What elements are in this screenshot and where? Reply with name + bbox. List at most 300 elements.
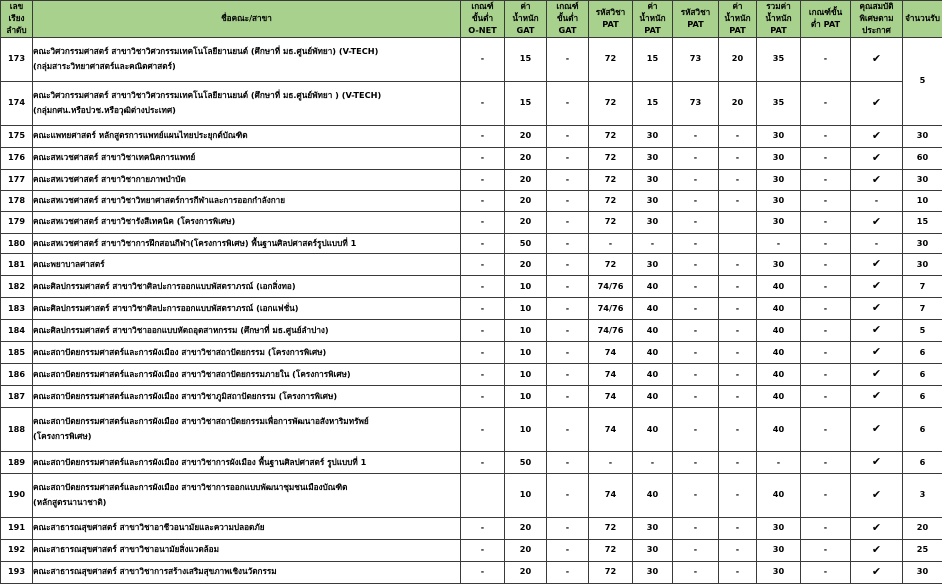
- column-header-wpat1: [633, 1, 673, 38]
- seats-count-cell: 7: [903, 276, 942, 298]
- program-name-cell: [33, 147, 461, 169]
- pat-weight-2-cell: -: [719, 342, 757, 364]
- checkmark-icon: ✔: [871, 487, 882, 501]
- seats-count-cell: 5: [903, 320, 942, 342]
- pat-minimum-cell: -: [801, 386, 851, 408]
- pat-total-weight-cell: 40: [757, 298, 801, 320]
- pat-total-weight-cell: 30: [757, 254, 801, 276]
- gat-minimum-cell: -: [547, 37, 589, 81]
- pat-weight-2-cell: -: [719, 169, 757, 191]
- onet-minimum-cell: -: [461, 81, 505, 125]
- pat-code-1-cell: 74: [589, 342, 633, 364]
- column-header-line: ค่า: [732, 1, 743, 11]
- pat-total-weight-cell: 40: [757, 276, 801, 298]
- gat-minimum-cell: -: [547, 364, 589, 386]
- pat-code-2-cell: -: [673, 169, 719, 191]
- pat-total-weight-cell: 30: [757, 191, 801, 211]
- column-header-qual: [851, 1, 903, 38]
- column-header-line: ต่ำ PAT: [810, 18, 841, 29]
- table-row: [1, 81, 942, 125]
- row-order-number: 189: [1, 451, 33, 473]
- column-header-wgat: [505, 1, 547, 38]
- pat-weight-1-cell: -: [633, 233, 673, 253]
- seats-count-cell: 20: [903, 517, 942, 539]
- column-header-line: รหัสวิชา: [680, 6, 711, 17]
- pat-code-1-cell: 74/76: [589, 320, 633, 342]
- pat-minimum-cell: -: [801, 539, 851, 561]
- column-header-line: ขั้นต่ำ: [471, 12, 494, 23]
- program-name-line1: คณะวิศวกรรมศาสตร์ สาขาวิชาวิศวกรรมเทคโนโลยียานยนต์ (ศึกษาที่ มธ.ศูนย์พัทยา ) (V-TECH): [33, 89, 382, 100]
- program-name-cell: [33, 517, 461, 539]
- gat-minimum-cell: -: [547, 386, 589, 408]
- program-name-line1: คณะสถาปัตยกรรมศาสตร์และการผังเมือง สาขาวิชาสถาปัตยกรรมเพื่อการพัฒนาอสังหาริมทรัพย์: [33, 416, 369, 427]
- pat-weight-1-cell: 30: [633, 125, 673, 147]
- checkmark-icon: ✔: [871, 323, 882, 337]
- pat-minimum-cell: -: [801, 517, 851, 539]
- pat-weight-2-cell: [719, 233, 757, 253]
- program-name-line2: (หลักสูตรนานาชาติ): [33, 496, 107, 507]
- column-header-totpat: [757, 1, 801, 38]
- column-header-order: [1, 1, 33, 38]
- program-name-cell: [33, 211, 461, 233]
- onet-minimum-cell: [461, 473, 505, 517]
- pat-code-2-cell: -: [673, 451, 719, 473]
- gat-weight-cell: 20: [505, 169, 547, 191]
- row-order-number: 179: [1, 211, 33, 233]
- pat-code-1-cell: 72: [589, 147, 633, 169]
- pat-code-2-cell: -: [673, 386, 719, 408]
- program-name-cell: [33, 81, 461, 125]
- program-name-line1: คณะพยาบาลศาสตร์: [33, 258, 105, 269]
- checkmark-icon: ✔: [871, 150, 882, 164]
- checkmark-icon: ✔: [871, 422, 882, 436]
- pat-total-weight-cell: 30: [757, 517, 801, 539]
- special-qualification-cell: [851, 37, 903, 81]
- onet-minimum-cell: -: [461, 211, 505, 233]
- column-header-line: PAT: [687, 18, 704, 29]
- pat-total-weight-cell: -: [757, 451, 801, 473]
- table-row: [1, 233, 942, 253]
- pat-total-weight-cell: 40: [757, 473, 801, 517]
- pat-code-2-cell: -: [673, 276, 719, 298]
- special-qualification-cell: [851, 81, 903, 125]
- program-name-cell: [33, 561, 461, 583]
- special-qualification-cell: [851, 364, 903, 386]
- gat-weight-cell: 10: [505, 386, 547, 408]
- row-order-number: 177: [1, 169, 33, 191]
- row-order-number: 192: [1, 539, 33, 561]
- special-qualification-cell: [851, 254, 903, 276]
- checkmark-icon: ✔: [871, 389, 882, 403]
- special-qualification-cell: [851, 276, 903, 298]
- gat-weight-cell: 20: [505, 254, 547, 276]
- gat-minimum-cell: -: [547, 408, 589, 452]
- pat-weight-2-cell: -: [719, 276, 757, 298]
- pat-weight-2-cell: -: [719, 539, 757, 561]
- pat-weight-2-cell: -: [719, 254, 757, 276]
- onet-minimum-cell: -: [461, 169, 505, 191]
- pat-total-weight-cell: 30: [757, 147, 801, 169]
- pat-weight-1-cell: 30: [633, 517, 673, 539]
- seats-count-cell: 5: [903, 37, 942, 125]
- column-header-line: PAT: [602, 18, 619, 29]
- pat-weight-1-cell: 15: [633, 37, 673, 81]
- pat-code-2-cell: -: [673, 320, 719, 342]
- pat-minimum-cell: -: [801, 191, 851, 211]
- pat-minimum-cell: -: [801, 561, 851, 583]
- row-order-number: 183: [1, 298, 33, 320]
- seats-count-cell: 6: [903, 364, 942, 386]
- pat-total-weight-cell: 30: [757, 561, 801, 583]
- special-qualification-cell: [851, 320, 903, 342]
- pat-weight-2-cell: -: [719, 408, 757, 452]
- header-row: [1, 1, 942, 38]
- pat-weight-2-cell: -: [719, 320, 757, 342]
- checkmark-icon: ✔: [871, 564, 882, 578]
- column-header-line: รหัสวิชา: [595, 6, 626, 17]
- table-header: [1, 1, 942, 38]
- program-name-line2: (กลุ่มสาระวิทยาศาสตร์และคณิตศาสตร์): [33, 60, 176, 71]
- program-name-line1: คณะสหเวชศาสตร์ สาขาวิชาการฝึกสอนกีฬา(โครงการพิเศษ) พื้นฐานศิลปศาสตร์รูปแบบที่ 1: [33, 237, 357, 248]
- pat-weight-1-cell: 30: [633, 539, 673, 561]
- program-name-line2: (กลุ่มกศน.หรือปวช.หรือวุฒิต่างประเทศ): [33, 104, 176, 115]
- program-name-cell: [33, 539, 461, 561]
- pat-code-2-cell: 73: [673, 81, 719, 125]
- pat-weight-2-cell: 20: [719, 37, 757, 81]
- pat-code-2-cell: -: [673, 473, 719, 517]
- column-header-line: รวมค่า: [766, 1, 791, 11]
- seats-count-cell: 3: [903, 473, 942, 517]
- pat-weight-1-cell: 30: [633, 254, 673, 276]
- seats-count-cell: 30: [903, 169, 942, 191]
- row-order-number: 193: [1, 561, 33, 583]
- column-header-line: เกณฑ์: [556, 1, 579, 11]
- gat-minimum-cell: -: [547, 451, 589, 473]
- checkmark-icon: ✔: [871, 128, 882, 142]
- onet-minimum-cell: -: [461, 191, 505, 211]
- row-order-number: 181: [1, 254, 33, 276]
- checkmark-icon: ✔: [871, 367, 882, 381]
- table-row: [1, 211, 942, 233]
- row-order-number: 190: [1, 473, 33, 517]
- program-name-cell: [33, 342, 461, 364]
- table-row: [1, 561, 942, 583]
- program-name-line2: (โครงการพิเศษ): [33, 430, 92, 441]
- gat-weight-cell: 15: [505, 37, 547, 81]
- gat-weight-cell: 15: [505, 81, 547, 125]
- gat-minimum-cell: -: [547, 81, 589, 125]
- onet-minimum-cell: -: [461, 364, 505, 386]
- table-row: [1, 298, 942, 320]
- program-name-line1: คณะวิศวกรรมศาสตร์ สาขาวิชาวิศวกรรมเทคโนโลยียานยนต์ (ศึกษาที่ มธ.ศูนย์พัทยา) (V-TECH): [33, 45, 379, 56]
- pat-weight-2-cell: 20: [719, 81, 757, 125]
- pat-code-2-cell: 73: [673, 37, 719, 81]
- program-name-line1: คณะสถาปัตยกรรมศาสตร์และการผังเมือง สาขาวิชาการออกแบบพัฒนาชุมชนเมืองบัณฑิต: [33, 482, 348, 493]
- row-order-number: 175: [1, 125, 33, 147]
- pat-weight-1-cell: 40: [633, 408, 673, 452]
- pat-minimum-cell: -: [801, 169, 851, 191]
- gat-weight-cell: 10: [505, 276, 547, 298]
- program-name-line1: คณะสหเวชศาสตร์ สาขาวิชากายภาพบำบัด: [33, 174, 186, 185]
- pat-code-2-cell: -: [673, 342, 719, 364]
- gat-minimum-cell: -: [547, 233, 589, 253]
- gat-minimum-cell: -: [547, 320, 589, 342]
- seats-count-cell: 6: [903, 342, 942, 364]
- gat-minimum-cell: -: [547, 298, 589, 320]
- row-order-number: 176: [1, 147, 33, 169]
- seats-count-cell: 30: [903, 254, 942, 276]
- special-qualification-cell: [851, 539, 903, 561]
- program-name-cell: [33, 364, 461, 386]
- column-header-minpat: [801, 1, 851, 38]
- row-order-number: 185: [1, 342, 33, 364]
- table-row: [1, 37, 942, 81]
- column-header-line: O-NET: [468, 24, 497, 35]
- column-header-line: น้ำหนัก: [639, 12, 666, 23]
- gat-minimum-cell: -: [547, 211, 589, 233]
- special-qualification-cell: [851, 147, 903, 169]
- gat-weight-cell: 20: [505, 147, 547, 169]
- pat-weight-1-cell: 30: [633, 147, 673, 169]
- column-header-mgat: [547, 1, 589, 38]
- program-name-line1: คณะแพทยศาสตร์ หลักสูตรการแพทย์แผนไทยประยุกต์บัณฑิต: [33, 130, 248, 141]
- gat-minimum-cell: -: [547, 169, 589, 191]
- gat-minimum-cell: -: [547, 342, 589, 364]
- row-order-number: 184: [1, 320, 33, 342]
- seats-count-cell: 6: [903, 386, 942, 408]
- checkmark-icon: ✔: [871, 172, 882, 186]
- pat-minimum-cell: -: [801, 342, 851, 364]
- pat-total-weight-cell: 30: [757, 169, 801, 191]
- special-qualification-cell: [851, 169, 903, 191]
- pat-weight-1-cell: 30: [633, 169, 673, 191]
- gat-weight-cell: 10: [505, 408, 547, 452]
- pat-total-weight-cell: 40: [757, 408, 801, 452]
- pat-code-1-cell: -: [589, 233, 633, 253]
- column-header-line: เกณฑ์ขั้น: [808, 6, 843, 17]
- dash-mark: -: [874, 195, 879, 206]
- pat-total-weight-cell: 40: [757, 342, 801, 364]
- pat-code-1-cell: 74: [589, 386, 633, 408]
- seats-count-cell: 10: [903, 191, 942, 211]
- onet-minimum-cell: -: [461, 539, 505, 561]
- program-name-line1: คณะศิลปกรรมศาสตร์ สาขาวิชาศิลปะการออกแบบพัสตราภรณ์ (เอกแฟชั่น): [33, 302, 299, 313]
- pat-code-2-cell: -: [673, 539, 719, 561]
- special-qualification-cell: [851, 342, 903, 364]
- program-name-line1: คณะสถาปัตยกรรมศาสตร์และการผังเมือง สาขาวิชาการผังเมือง พื้นฐานศิลปศาสตร์ รูปแบบที่ 1: [33, 456, 367, 467]
- program-name-cell: [33, 37, 461, 81]
- column-header-line: ค่า: [520, 1, 531, 11]
- gat-weight-cell: 10: [505, 342, 547, 364]
- column-header-line: น้ำหนัก: [765, 12, 792, 23]
- pat-code-2-cell: -: [673, 233, 719, 253]
- pat-code-1-cell: 72: [589, 191, 633, 211]
- pat-minimum-cell: -: [801, 298, 851, 320]
- column-header-line: ลำดับ: [6, 24, 27, 35]
- seats-count-cell: 6: [903, 408, 942, 452]
- program-name-cell: [33, 320, 461, 342]
- onet-minimum-cell: -: [461, 233, 505, 253]
- row-order-number: 174: [1, 81, 33, 125]
- pat-total-weight-cell: 30: [757, 125, 801, 147]
- pat-weight-2-cell: -: [719, 473, 757, 517]
- program-name-line1: คณะสาธารณสุขศาสตร์ สาขาวิชาอนามัยสิ่งแวดล้อม: [33, 544, 219, 555]
- column-header-wpat2: [719, 1, 757, 38]
- program-name-line1: คณะสหเวชศาสตร์ สาขาวิชารังสีเทคนิค (โครงการพิเศษ): [33, 216, 236, 227]
- column-header-line: น้ำหนัก: [724, 12, 751, 23]
- table-row: [1, 408, 942, 452]
- special-qualification-cell: [851, 211, 903, 233]
- pat-code-2-cell: -: [673, 125, 719, 147]
- onet-minimum-cell: -: [461, 320, 505, 342]
- pat-code-1-cell: 74/76: [589, 298, 633, 320]
- column-header-line: ประกาศ: [862, 24, 891, 35]
- program-name-cell: [33, 125, 461, 147]
- pat-weight-1-cell: 40: [633, 473, 673, 517]
- program-name-line1: คณะศิลปกรรมศาสตร์ สาขาวิชาศิลปะการออกแบบพัสตราภรณ์ (เอกสิ่งทอ): [33, 280, 296, 291]
- gat-minimum-cell: -: [547, 539, 589, 561]
- pat-code-1-cell: 74: [589, 408, 633, 452]
- column-header-line: น้ำหนัก: [512, 12, 539, 23]
- gat-weight-cell: 50: [505, 451, 547, 473]
- gat-weight-cell: 20: [505, 517, 547, 539]
- pat-weight-1-cell: 40: [633, 320, 673, 342]
- table-row: [1, 342, 942, 364]
- pat-code-1-cell: 72: [589, 37, 633, 81]
- row-order-number: 187: [1, 386, 33, 408]
- checkmark-icon: ✔: [871, 345, 882, 359]
- pat-code-1-cell: 74/76: [589, 276, 633, 298]
- pat-weight-2-cell: -: [719, 364, 757, 386]
- seats-count-cell: 25: [903, 539, 942, 561]
- special-qualification-cell: [851, 473, 903, 517]
- pat-code-2-cell: -: [673, 298, 719, 320]
- pat-weight-1-cell: 30: [633, 191, 673, 211]
- special-qualification-cell: [851, 561, 903, 583]
- pat-weight-2-cell: -: [719, 386, 757, 408]
- special-qualification-cell: [851, 191, 903, 211]
- pat-weight-2-cell: -: [719, 147, 757, 169]
- program-name-cell: [33, 169, 461, 191]
- checkmark-icon: ✔: [871, 257, 882, 271]
- gat-minimum-cell: -: [547, 147, 589, 169]
- special-qualification-cell: [851, 517, 903, 539]
- pat-minimum-cell: -: [801, 408, 851, 452]
- column-header-line: เกณฑ์: [471, 1, 494, 11]
- table-row: [1, 364, 942, 386]
- pat-weight-1-cell: 40: [633, 342, 673, 364]
- program-name-line1: คณะสถาปัตยกรรมศาสตร์และการผังเมือง สาขาวิชาสถาปัตยกรรมภายใน (โครงการพิเศษ): [33, 368, 351, 379]
- column-header-onet: [461, 1, 505, 38]
- pat-weight-1-cell: 15: [633, 81, 673, 125]
- column-header-line: ชื่อคณะ/สาขา: [221, 12, 272, 23]
- special-qualification-cell: [851, 125, 903, 147]
- pat-code-1-cell: -: [589, 451, 633, 473]
- column-header-line: ขั้นต่ำ: [556, 12, 579, 23]
- program-name-line1: คณะสถาปัตยกรรมศาสตร์และการผังเมือง สาขาวิชาภูมิสถาปัตยกรรม (โครงการพิเศษ): [33, 390, 338, 401]
- pat-minimum-cell: -: [801, 233, 851, 253]
- gat-weight-cell: 20: [505, 211, 547, 233]
- special-qualification-cell: [851, 298, 903, 320]
- pat-weight-1-cell: 40: [633, 364, 673, 386]
- program-name-cell: [33, 254, 461, 276]
- pat-minimum-cell: -: [801, 451, 851, 473]
- table-row: [1, 517, 942, 539]
- pat-weight-1-cell: 30: [633, 561, 673, 583]
- program-name-cell: [33, 473, 461, 517]
- pat-minimum-cell: -: [801, 254, 851, 276]
- table-body: [1, 37, 942, 583]
- onet-minimum-cell: -: [461, 386, 505, 408]
- checkmark-icon: ✔: [871, 520, 882, 534]
- pat-minimum-cell: -: [801, 473, 851, 517]
- pat-minimum-cell: -: [801, 320, 851, 342]
- gat-weight-cell: 10: [505, 298, 547, 320]
- gat-weight-cell: 20: [505, 125, 547, 147]
- column-header-line: ค่า: [647, 1, 658, 11]
- gat-minimum-cell: -: [547, 561, 589, 583]
- onet-minimum-cell: -: [461, 276, 505, 298]
- pat-total-weight-cell: 40: [757, 386, 801, 408]
- pat-minimum-cell: -: [801, 125, 851, 147]
- pat-code-2-cell: -: [673, 191, 719, 211]
- pat-code-1-cell: 72: [589, 211, 633, 233]
- special-qualification-cell: [851, 408, 903, 452]
- onet-minimum-cell: -: [461, 408, 505, 452]
- pat-minimum-cell: -: [801, 364, 851, 386]
- pat-code-1-cell: 72: [589, 169, 633, 191]
- checkmark-icon: ✔: [871, 542, 882, 556]
- pat-code-2-cell: -: [673, 147, 719, 169]
- seats-count-cell: 7: [903, 298, 942, 320]
- table-row: [1, 125, 942, 147]
- row-order-number: 178: [1, 191, 33, 211]
- pat-total-weight-cell: 40: [757, 364, 801, 386]
- gat-weight-cell: 10: [505, 473, 547, 517]
- gat-minimum-cell: -: [547, 276, 589, 298]
- onet-minimum-cell: -: [461, 517, 505, 539]
- pat-weight-1-cell: 40: [633, 276, 673, 298]
- special-qualification-cell: [851, 233, 903, 253]
- onet-minimum-cell: -: [461, 254, 505, 276]
- pat-code-2-cell: -: [673, 561, 719, 583]
- seats-count-cell: 30: [903, 125, 942, 147]
- pat-weight-2-cell: -: [719, 517, 757, 539]
- pat-total-weight-cell: 40: [757, 320, 801, 342]
- column-header-line: GAT: [558, 24, 577, 35]
- column-header-line: เลข: [9, 1, 24, 11]
- pat-code-1-cell: 72: [589, 539, 633, 561]
- pat-total-weight-cell: 30: [757, 539, 801, 561]
- table-row: [1, 451, 942, 473]
- program-name-cell: [33, 276, 461, 298]
- gat-weight-cell: 20: [505, 191, 547, 211]
- onet-minimum-cell: -: [461, 342, 505, 364]
- table-row: [1, 191, 942, 211]
- column-header-pat2: [673, 1, 719, 38]
- column-header-name: [33, 1, 461, 38]
- pat-code-2-cell: -: [673, 254, 719, 276]
- gat-weight-cell: 10: [505, 364, 547, 386]
- pat-weight-1-cell: 40: [633, 386, 673, 408]
- program-name-cell: [33, 191, 461, 211]
- checkmark-icon: ✔: [871, 279, 882, 293]
- pat-total-weight-cell: 35: [757, 81, 801, 125]
- table-row: [1, 169, 942, 191]
- onet-minimum-cell: -: [461, 561, 505, 583]
- pat-minimum-cell: -: [801, 81, 851, 125]
- row-order-number: 173: [1, 37, 33, 81]
